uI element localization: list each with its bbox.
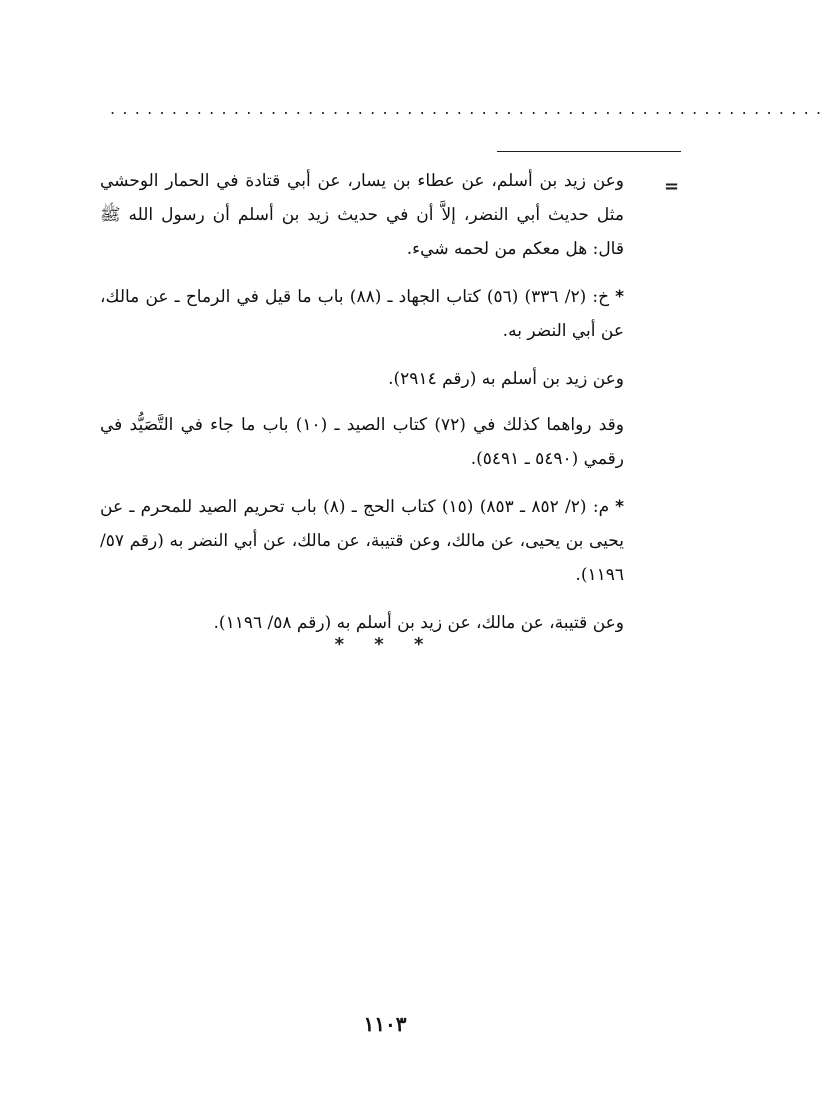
section-end-asterisks: * * * [334, 634, 436, 655]
paragraph-2 [100, 280, 624, 348]
footnote-rule [497, 151, 681, 152]
paragraph-1: وعن زيد بن أسلم، عن عطاء بن يسار، عن أبي قتادة في الحمار الوحشي مثل حديث أبي النضر، إلاَّ أن في حديث زيد بن أسلم أن رسول الله ﷺ قال: هل معكم من لحمه شيء. [100, 171, 624, 259]
paragraph-6: وعن قتيبة، عن مالك، عن زيد بن أسلم به (رقم ٥٨/ ١١٩٦). [213, 613, 624, 633]
footnote-text [100, 164, 624, 654]
paragraph-5-text: م: (٢/ ٨٥٢ ـ ٨٥٣) (١٥) كتاب الحج ـ (٨) باب تحريم الصيد للمحرم ـ عن يحيى بن يحيى، عن مالك، وعن قتيبة، عن مالك، عن أبي النضر به (رقم ٥٧/ ١١٩٦). [100, 497, 624, 585]
paragraph-4: وقد رواهما كذلك في (٧٢) كتاب الصيد ـ (١٠) باب ما جاء في التَّصَيُّد في رقمي (٥٤٩٠ ـ ٥٤٩١). [100, 415, 624, 469]
paragraph-5 [100, 490, 624, 592]
page-number: ١١٠٣ [363, 1012, 407, 1036]
paragraph-2-text: خ: (٢/ ٣٣٦) (٥٦) كتاب الجهاد ـ (٨٨) باب ما قيل في الرماح ـ عن مالك، عن أبي النضر به. [100, 287, 624, 341]
dotted-separator: .......................................................... [110, 99, 828, 118]
ref-asterisk-icon: * [615, 497, 624, 517]
paragraph-3: وعن زيد بن أسلم به (رقم ٢٩١٤). [388, 369, 624, 389]
ref-asterisk-icon: * [615, 287, 624, 307]
continuation-mark: = [664, 176, 680, 197]
